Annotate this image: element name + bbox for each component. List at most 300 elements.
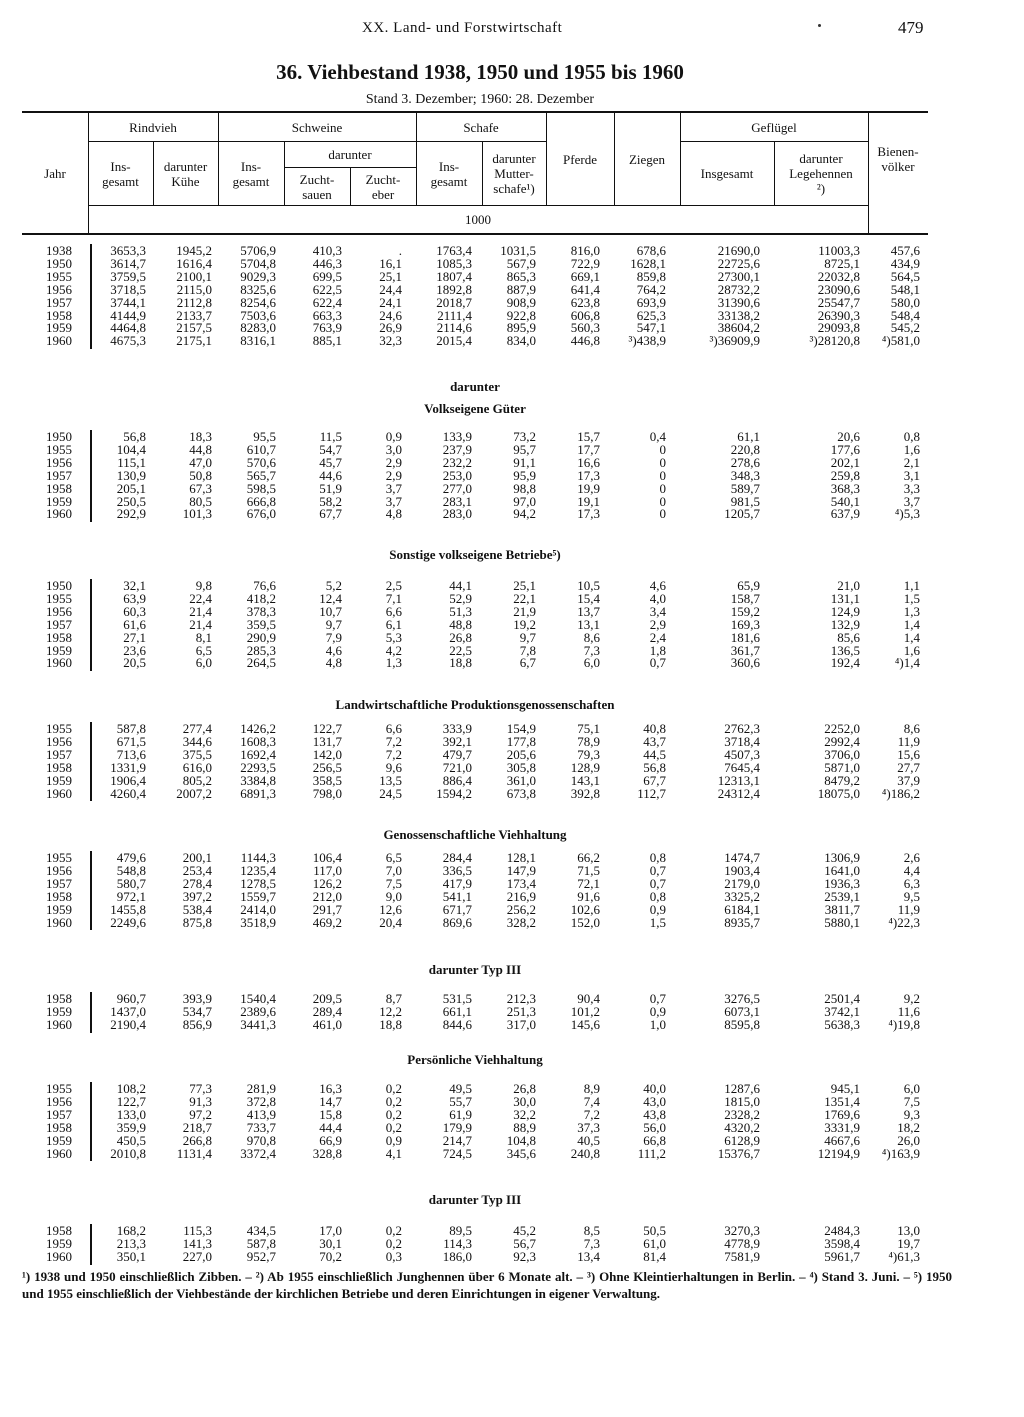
cell-bienenvoelker: 27,7 [897,759,920,775]
cell-pferde: 143,1 [570,772,600,788]
cell-schafe-insgesamt: 44,1 [449,578,472,593]
cell-bienenvoelker: 6,3 [903,875,920,891]
cell-pferde: 78,9 [577,733,600,749]
cell-schweine-insgesamt: 378,3 [246,603,276,619]
table-row [22,283,928,297]
group-title: Landwirtschaftliche Produktionsgenossenschaften [335,697,615,712]
cell-pferde: 37,3 [577,1119,600,1135]
cell-zuchtsauen: 469,2 [312,914,342,930]
cell-year: 1956 [46,1093,72,1109]
cell-ziegen: 0 [659,454,666,470]
col-jahr: Jahr [44,165,66,181]
cell-zuchtsauen: 699,5 [312,268,342,284]
table-row [22,257,928,271]
cell-year: 1958 [46,1223,72,1238]
cell-bienenvoelker: 19,7 [897,1235,920,1251]
cell-schweine-insgesamt: 1540,4 [240,991,276,1006]
cell-bienenvoelker: 1,3 [903,603,920,619]
cell-pferde: 392,8 [570,785,600,801]
cell-gefluegel-insgesamt: 348,3 [730,467,760,483]
cell-ziegen: 0,4 [649,429,666,444]
cell-gefluegel-insgesamt: 1474,7 [724,850,760,865]
cell-schafe-insgesamt: 1763,4 [436,243,472,258]
cell-schafe-insgesamt: 283,0 [442,506,472,522]
cell-zuchtsauen: 798,0 [312,785,342,801]
cell-gefluegel-insgesamt: 589,7 [730,480,760,496]
table-row [22,722,928,736]
cell-pferde: 16,6 [577,454,600,470]
cell-zuchtsauen: 4,6 [325,642,342,658]
cell-ziegen: 0,8 [649,850,666,865]
cell-zuchteber: 26,9 [379,320,402,336]
table-row [22,851,928,865]
cell-rindvieh-insgesamt: 56,8 [123,429,146,444]
cell-pferde: 7,2 [583,1106,600,1122]
cell-gefluegel-insgesamt: 4507,3 [724,746,760,762]
cell-gefluegel-insgesamt: 2328,2 [724,1106,760,1122]
cell-bienenvoelker: 434,9 [890,255,920,271]
cell-mutterschafe: 88,9 [513,1119,536,1135]
cell-rindvieh-insgesamt: 1455,8 [110,901,146,917]
table-row [22,787,928,801]
table-row [22,774,928,788]
cell-rindvieh-insgesamt: 63,9 [123,590,146,606]
cell-ziegen: 0,7 [649,655,666,671]
cell-pferde: 90,4 [577,991,600,1006]
print-speck [818,24,821,27]
cell-zuchteber: 3,7 [385,480,402,496]
cell-zuchteber: 25,1 [379,268,402,284]
cell-gefluegel-insgesamt: 158,7 [730,590,760,606]
col-legehennen: darunter Legehennen ²) [789,151,853,196]
cell-pferde: 722,9 [570,255,600,271]
cell-schweine-insgesamt: 1278,5 [240,875,276,891]
cell-year: 1955 [46,850,72,865]
cell-bienenvoelker: 1,6 [903,441,920,457]
cell-kuehe: 277,4 [182,721,212,736]
cell-year: 1955 [46,441,72,457]
cell-bienenvoelker: 8,6 [903,721,920,736]
cell-bienenvoelker: ⁴)22,3 [888,914,920,930]
table-row [22,1018,928,1032]
cell-mutterschafe: 56,7 [513,1235,536,1251]
cell-zuchteber: 9,6 [385,759,402,775]
cell-legehennen: 11003,3 [818,243,860,258]
cell-schafe-insgesamt: 886,4 [442,772,472,788]
cell-zuchteber: 12,6 [379,901,402,917]
cell-bienenvoelker: 7,5 [903,1093,920,1109]
cell-mutterschafe: 205,6 [506,746,536,762]
cell-schafe-insgesamt: 283,1 [442,493,472,509]
cell-schafe-insgesamt: 417,9 [442,875,472,891]
group-title: Persönliche Viehhaltung [407,1052,543,1067]
group-title: darunter Typ III [428,1192,522,1207]
cell-mutterschafe: 19,2 [513,616,536,632]
cell-rindvieh-insgesamt: 450,5 [116,1132,146,1148]
cell-rindvieh-insgesamt: 1437,0 [110,1003,146,1019]
cell-year: 1958 [46,888,72,904]
cell-pferde: 15,7 [577,429,600,444]
cell-mutterschafe: 865,3 [506,268,536,284]
table-row [22,334,928,348]
cell-pferde: 128,9 [570,759,600,775]
cell-kuehe: 2115,0 [176,281,212,297]
cell-kuehe: 8,1 [195,629,212,645]
cell-schafe-insgesamt: 2018,7 [436,294,472,310]
cell-zuchteber: 32,3 [379,333,402,349]
cell-ziegen: 1,8 [649,642,666,658]
col-rind-insgesamt: Ins- gesamt [102,158,139,189]
cell-mutterschafe: 30,0 [513,1093,536,1109]
col-pferde: Pferde [563,151,597,167]
cell-year: 1956 [46,862,72,878]
cell-mutterschafe: 673,8 [506,785,536,801]
cell-kuehe: 21,4 [189,616,212,632]
cell-bienenvoelker: 11,9 [897,901,920,917]
cell-schweine-insgesamt: 1235,4 [240,862,276,878]
cell-schafe-insgesamt: 22,5 [449,642,472,658]
cell-schafe-insgesamt: 114,3 [443,1235,472,1251]
cell-schafe-insgesamt: 844,6 [442,1016,472,1032]
cell-rindvieh-insgesamt: 3759,5 [110,268,146,284]
cell-zuchteber: 24,4 [379,281,402,297]
cell-year: 1960 [46,1016,72,1032]
cell-legehennen: 1769,6 [824,1106,860,1122]
cell-rindvieh-insgesamt: 2010,8 [110,1145,146,1161]
table-row [22,443,928,457]
cell-zuchteber: 0,2 [385,1081,402,1096]
cell-pferde: 15,4 [577,590,600,606]
cell-mutterschafe: 251,3 [506,1003,536,1019]
cell-rindvieh-insgesamt: 133,0 [116,1106,146,1122]
cell-rindvieh-insgesamt: 3614,7 [110,255,146,271]
cell-mutterschafe: 317,0 [506,1016,536,1032]
cell-mutterschafe: 908,9 [506,294,536,310]
cell-gefluegel-insgesamt: 12313,1 [717,772,760,788]
cell-zuchteber: 0,9 [385,1132,402,1148]
cell-kuehe: 266,8 [182,1132,212,1148]
cell-gefluegel-insgesamt: 2762,3 [724,721,760,736]
cell-rindvieh-insgesamt: 205,1 [116,480,146,496]
cell-ziegen: 0,7 [649,875,666,891]
cell-legehennen: 26390,3 [817,307,860,323]
cell-zuchteber: 24,5 [379,785,402,801]
table-row [22,1095,928,1109]
cell-zuchteber: 2,5 [385,578,402,593]
cell-kuehe: 375,5 [182,746,212,762]
cell-zuchteber: 0,2 [385,1223,402,1238]
cell-zuchteber: 0,2 [385,1119,402,1135]
cell-year: 1950 [46,255,72,271]
cell-pferde: 145,6 [570,1016,600,1032]
table-row [22,507,928,521]
cell-rindvieh-insgesamt: 1331,9 [110,759,146,775]
cell-year: 1956 [46,454,72,470]
cell-ziegen: 43,7 [643,733,666,749]
cell-gefluegel-insgesamt: 1287,6 [724,1081,760,1096]
cell-schafe-insgesamt: 186,0 [442,1248,472,1264]
cell-kuehe: 141,3 [182,1235,212,1251]
cell-zuchtsauen: 117,0 [313,862,342,878]
cell-legehennen: 132,9 [830,616,860,632]
cell-gefluegel-insgesamt: 169,3 [730,616,760,632]
table-row [22,992,928,1006]
col-schweine-darunter: darunter [328,147,372,162]
cell-pferde: 17,3 [577,467,600,483]
cell-gefluegel-insgesamt: 28732,2 [717,281,760,297]
cell-mutterschafe: 212,3 [506,991,536,1006]
cell-mutterschafe: 98,8 [513,480,536,496]
cell-ziegen: 1,0 [649,1016,666,1032]
cell-schafe-insgesamt: 392,1 [442,733,472,749]
table-row [22,321,928,335]
cell-mutterschafe: 32,2 [513,1106,536,1122]
cell-bienenvoelker: 37,9 [897,772,920,788]
cell-gefluegel-insgesamt: 8595,8 [724,1016,760,1032]
cell-schweine-insgesamt: 587,8 [246,1235,276,1251]
cell-kuehe: 2112,8 [176,294,212,310]
cell-zuchteber: 0,2 [385,1093,402,1109]
table-row [22,761,928,775]
cell-zuchteber: 4,2 [385,642,402,658]
cell-year: 1957 [46,467,72,483]
col-schweine: Schweine [291,119,343,135]
table-row [22,877,928,891]
cell-schafe-insgesamt: 277,0 [442,480,472,496]
cell-pferde: 623,8 [570,294,600,310]
cell-kuehe: 200,1 [182,850,212,865]
cell-gefluegel-insgesamt: 65,9 [737,578,760,593]
cell-rindvieh-insgesamt: 104,4 [116,441,146,457]
cell-zuchtsauen: 663,3 [312,307,342,323]
cell-zuchtsauen: 11,5 [319,429,342,444]
cell-rindvieh-insgesamt: 713,6 [116,746,146,762]
unit-label: 1000 [465,212,491,227]
cell-schweine-insgesamt: 290,9 [246,629,276,645]
cell-kuehe: 2133,7 [176,307,212,323]
cell-ziegen: 0 [659,480,666,496]
cell-schafe-insgesamt: 869,6 [442,914,472,930]
cell-ziegen: ³)438,9 [628,333,666,349]
cell-legehennen: 3811,7 [824,901,860,917]
cell-ziegen: 0,8 [649,888,666,904]
cell-legehennen: 4667,6 [824,1132,860,1148]
cell-schweine-insgesamt: 434,5 [246,1223,276,1238]
cell-ziegen: 61,0 [643,1235,666,1251]
cell-rindvieh-insgesamt: 4675,3 [110,333,146,349]
table-row [22,735,928,749]
cell-gefluegel-insgesamt: 3270,3 [724,1223,760,1238]
cell-year: 1958 [46,629,72,645]
cell-legehennen: 23090,6 [817,281,860,297]
cell-year: 1956 [46,281,72,297]
cell-bienenvoelker: 2,6 [903,850,920,865]
col-rind-kuehe: darunter Kühe [163,158,208,189]
cell-schafe-insgesamt: 661,1 [442,1003,472,1019]
footnotes: ¹) 1938 und 1950 einschließlich Zibben. – ²) Ab 1955 einschließlich Junghennen über 6 Monate alt. – ³) Ohne Kleintierhaltungen in Berlin. – ⁴) Stand 3. Juni. – ⁵) 1950 und 1955 einschließlich der Viehbestände der kirchlichen Betriebe und deren Einrichtungen in eigener Verwaltung. [22,1269,952,1301]
cell-pferde: 641,4 [570,281,600,297]
cell-ziegen: 678,6 [636,243,666,258]
cell-legehennen: 12194,9 [817,1145,860,1161]
cell-zuchtsauen: 44,4 [319,1119,342,1135]
cell-bienenvoelker: 3,3 [903,480,920,496]
cell-schweine-insgesamt: 3372,4 [240,1145,276,1161]
cell-gefluegel-insgesamt: 22725,6 [717,255,760,271]
group-title: darunter Volkseigene Güter [424,379,526,416]
cell-ziegen: 0 [659,506,666,522]
cell-schweine-insgesamt: 1559,7 [240,888,276,904]
cell-year: 1955 [46,268,72,284]
cell-pferde: 7,3 [583,642,600,658]
cell-schweine-insgesamt: 970,8 [246,1132,276,1148]
cell-mutterschafe: 45,2 [513,1223,536,1238]
cell-schweine-insgesamt: 5704,8 [240,255,276,271]
cell-rindvieh-insgesamt: 2190,4 [110,1016,146,1032]
cell-zuchtsauen: 51,9 [319,480,342,496]
running-head [0,20,1024,42]
cell-schweine-insgesamt: 359,5 [246,616,276,632]
cell-schafe-insgesamt: 179,9 [442,1119,472,1135]
cell-gefluegel-insgesamt: 33138,2 [717,307,760,323]
cell-zuchtsauen: 122,7 [312,721,342,736]
cell-kuehe: 397,2 [182,888,212,904]
table-row [22,1005,928,1019]
cell-zuchteber: 6,1 [385,616,402,632]
cell-kuehe: 44,8 [189,441,212,457]
cell-schafe-insgesamt: 253,0 [442,467,472,483]
cell-mutterschafe: 256,2 [506,901,536,917]
cell-pferde: 17,3 [577,506,600,522]
cell-rindvieh-insgesamt: 671,5 [116,733,146,749]
cell-pferde: 8,5 [583,1223,600,1238]
cell-year: 1958 [46,480,72,496]
cell-year: 1959 [46,1003,72,1019]
cell-pferde: 152,0 [570,914,600,930]
table-subtitle: Stand 3. Dezember; 1960: 28. Dezember [365,92,595,107]
cell-gefluegel-insgesamt: 4320,2 [724,1119,760,1135]
cell-pferde: 606,8 [570,307,600,323]
cell-schafe-insgesamt: 89,5 [449,1223,472,1238]
cell-legehennen: 21,0 [837,578,860,593]
cell-bienenvoelker: 3,7 [903,493,920,509]
cell-zuchtsauen: 131,7 [312,733,342,749]
cell-mutterschafe: 9,7 [519,629,536,645]
cell-kuehe: 80,5 [189,493,212,509]
cell-mutterschafe: 6,7 [519,655,536,671]
cell-ziegen: 112,7 [637,785,666,801]
cell-year: 1960 [46,914,72,930]
table-row [22,592,928,606]
cell-kuehe: 1131,4 [176,1145,212,1161]
cell-schweine-insgesamt: 372,8 [246,1093,276,1109]
cell-mutterschafe: 7,8 [519,642,536,658]
cell-year: 1950 [46,578,72,593]
cell-kuehe: 91,3 [189,1093,212,1109]
cell-year: 1957 [46,875,72,891]
cell-mutterschafe: 147,9 [506,862,536,878]
cell-mutterschafe: 834,0 [506,333,536,349]
table-row [22,1121,928,1135]
cell-mutterschafe: 128,1 [506,850,536,865]
cell-bienenvoelker: 6,0 [903,1081,920,1096]
cell-year: 1955 [46,590,72,606]
col-zuchtsauen: Zucht- sauen [299,171,335,202]
cell-gefluegel-insgesamt: 220,8 [730,441,760,457]
cell-mutterschafe: 22,1 [513,590,536,606]
cell-rindvieh-insgesamt: 122,7 [116,1093,146,1109]
cell-gefluegel-insgesamt: 1815,0 [724,1093,760,1109]
cell-zuchtsauen: 142,0 [312,746,342,762]
cell-rindvieh-insgesamt: 350,1 [116,1248,146,1264]
cell-ziegen: 764,2 [636,281,666,297]
cell-rindvieh-insgesamt: 548,8 [116,862,146,878]
cell-zuchteber: 3,0 [385,441,402,457]
cell-kuehe: 616,0 [182,759,212,775]
cell-zuchteber: 3,7 [385,493,402,509]
cell-bienenvoelker: ⁴)19,8 [888,1016,920,1032]
cell-kuehe: 6,0 [195,655,212,671]
cell-legehennen: 177,6 [830,441,860,457]
cell-legehennen: 2501,4 [824,991,860,1006]
cell-schweine-insgesamt: 2414,0 [240,901,276,917]
cell-rindvieh-insgesamt: 23,6 [123,642,146,658]
cell-legehennen: 5880,1 [824,914,860,930]
cell-legehennen: 540,1 [830,493,860,509]
cell-schweine-insgesamt: 9029,3 [240,268,276,284]
cell-kuehe: 67,3 [189,480,212,496]
cell-rindvieh-insgesamt: 3744,1 [110,294,146,310]
cell-ziegen: 67,7 [643,772,666,788]
cell-pferde: 75,1 [577,721,600,736]
cell-zuchtsauen: 70,2 [319,1248,342,1264]
cell-zuchtsauen: 12,4 [319,590,342,606]
cell-gefluegel-insgesamt: 1903,4 [724,862,760,878]
table-row [22,1082,928,1096]
cell-bienenvoelker: 548,1 [890,281,920,297]
cell-zuchtsauen: 15,8 [319,1106,342,1122]
cell-ziegen: 1,5 [649,914,666,930]
cell-pferde: 13,7 [577,603,600,619]
cell-gefluegel-insgesamt: 8935,7 [724,914,760,930]
cell-zuchteber: 2,9 [385,454,402,470]
cell-schweine-insgesamt: 1426,2 [240,721,276,736]
cell-pferde: 17,7 [577,441,600,457]
table-row [22,1134,928,1148]
cell-bienenvoelker: 3,1 [903,467,920,483]
cell-year: 1950 [46,429,72,444]
cell-mutterschafe: 21,9 [513,603,536,619]
cell-ziegen: 2,9 [649,616,666,632]
cell-gefluegel-insgesamt: 361,7 [730,642,760,658]
table-row [22,748,928,762]
cell-legehennen: 18075,0 [817,785,860,801]
cell-legehennen: 368,3 [830,480,860,496]
cell-schafe-insgesamt: 52,9 [449,590,472,606]
cell-mutterschafe: 95,7 [513,441,536,457]
cell-ziegen: 66,8 [643,1132,666,1148]
col-schweine-insgesamt: Ins- gesamt [232,158,270,189]
cell-schafe-insgesamt: 1807,4 [436,268,472,284]
cell-ziegen: 0,7 [649,862,666,878]
cell-gefluegel-insgesamt: 159,2 [730,603,760,619]
cell-zuchteber: 12,2 [379,1003,402,1019]
cell-ziegen: 44,5 [643,746,666,762]
cell-zuchtsauen: 410,3 [312,243,342,258]
group-title: darunter Typ III [428,962,522,977]
cell-pferde: 8,9 [583,1081,600,1096]
cell-ziegen: 40,8 [643,721,666,736]
cell-pferde: 72,1 [577,875,600,891]
